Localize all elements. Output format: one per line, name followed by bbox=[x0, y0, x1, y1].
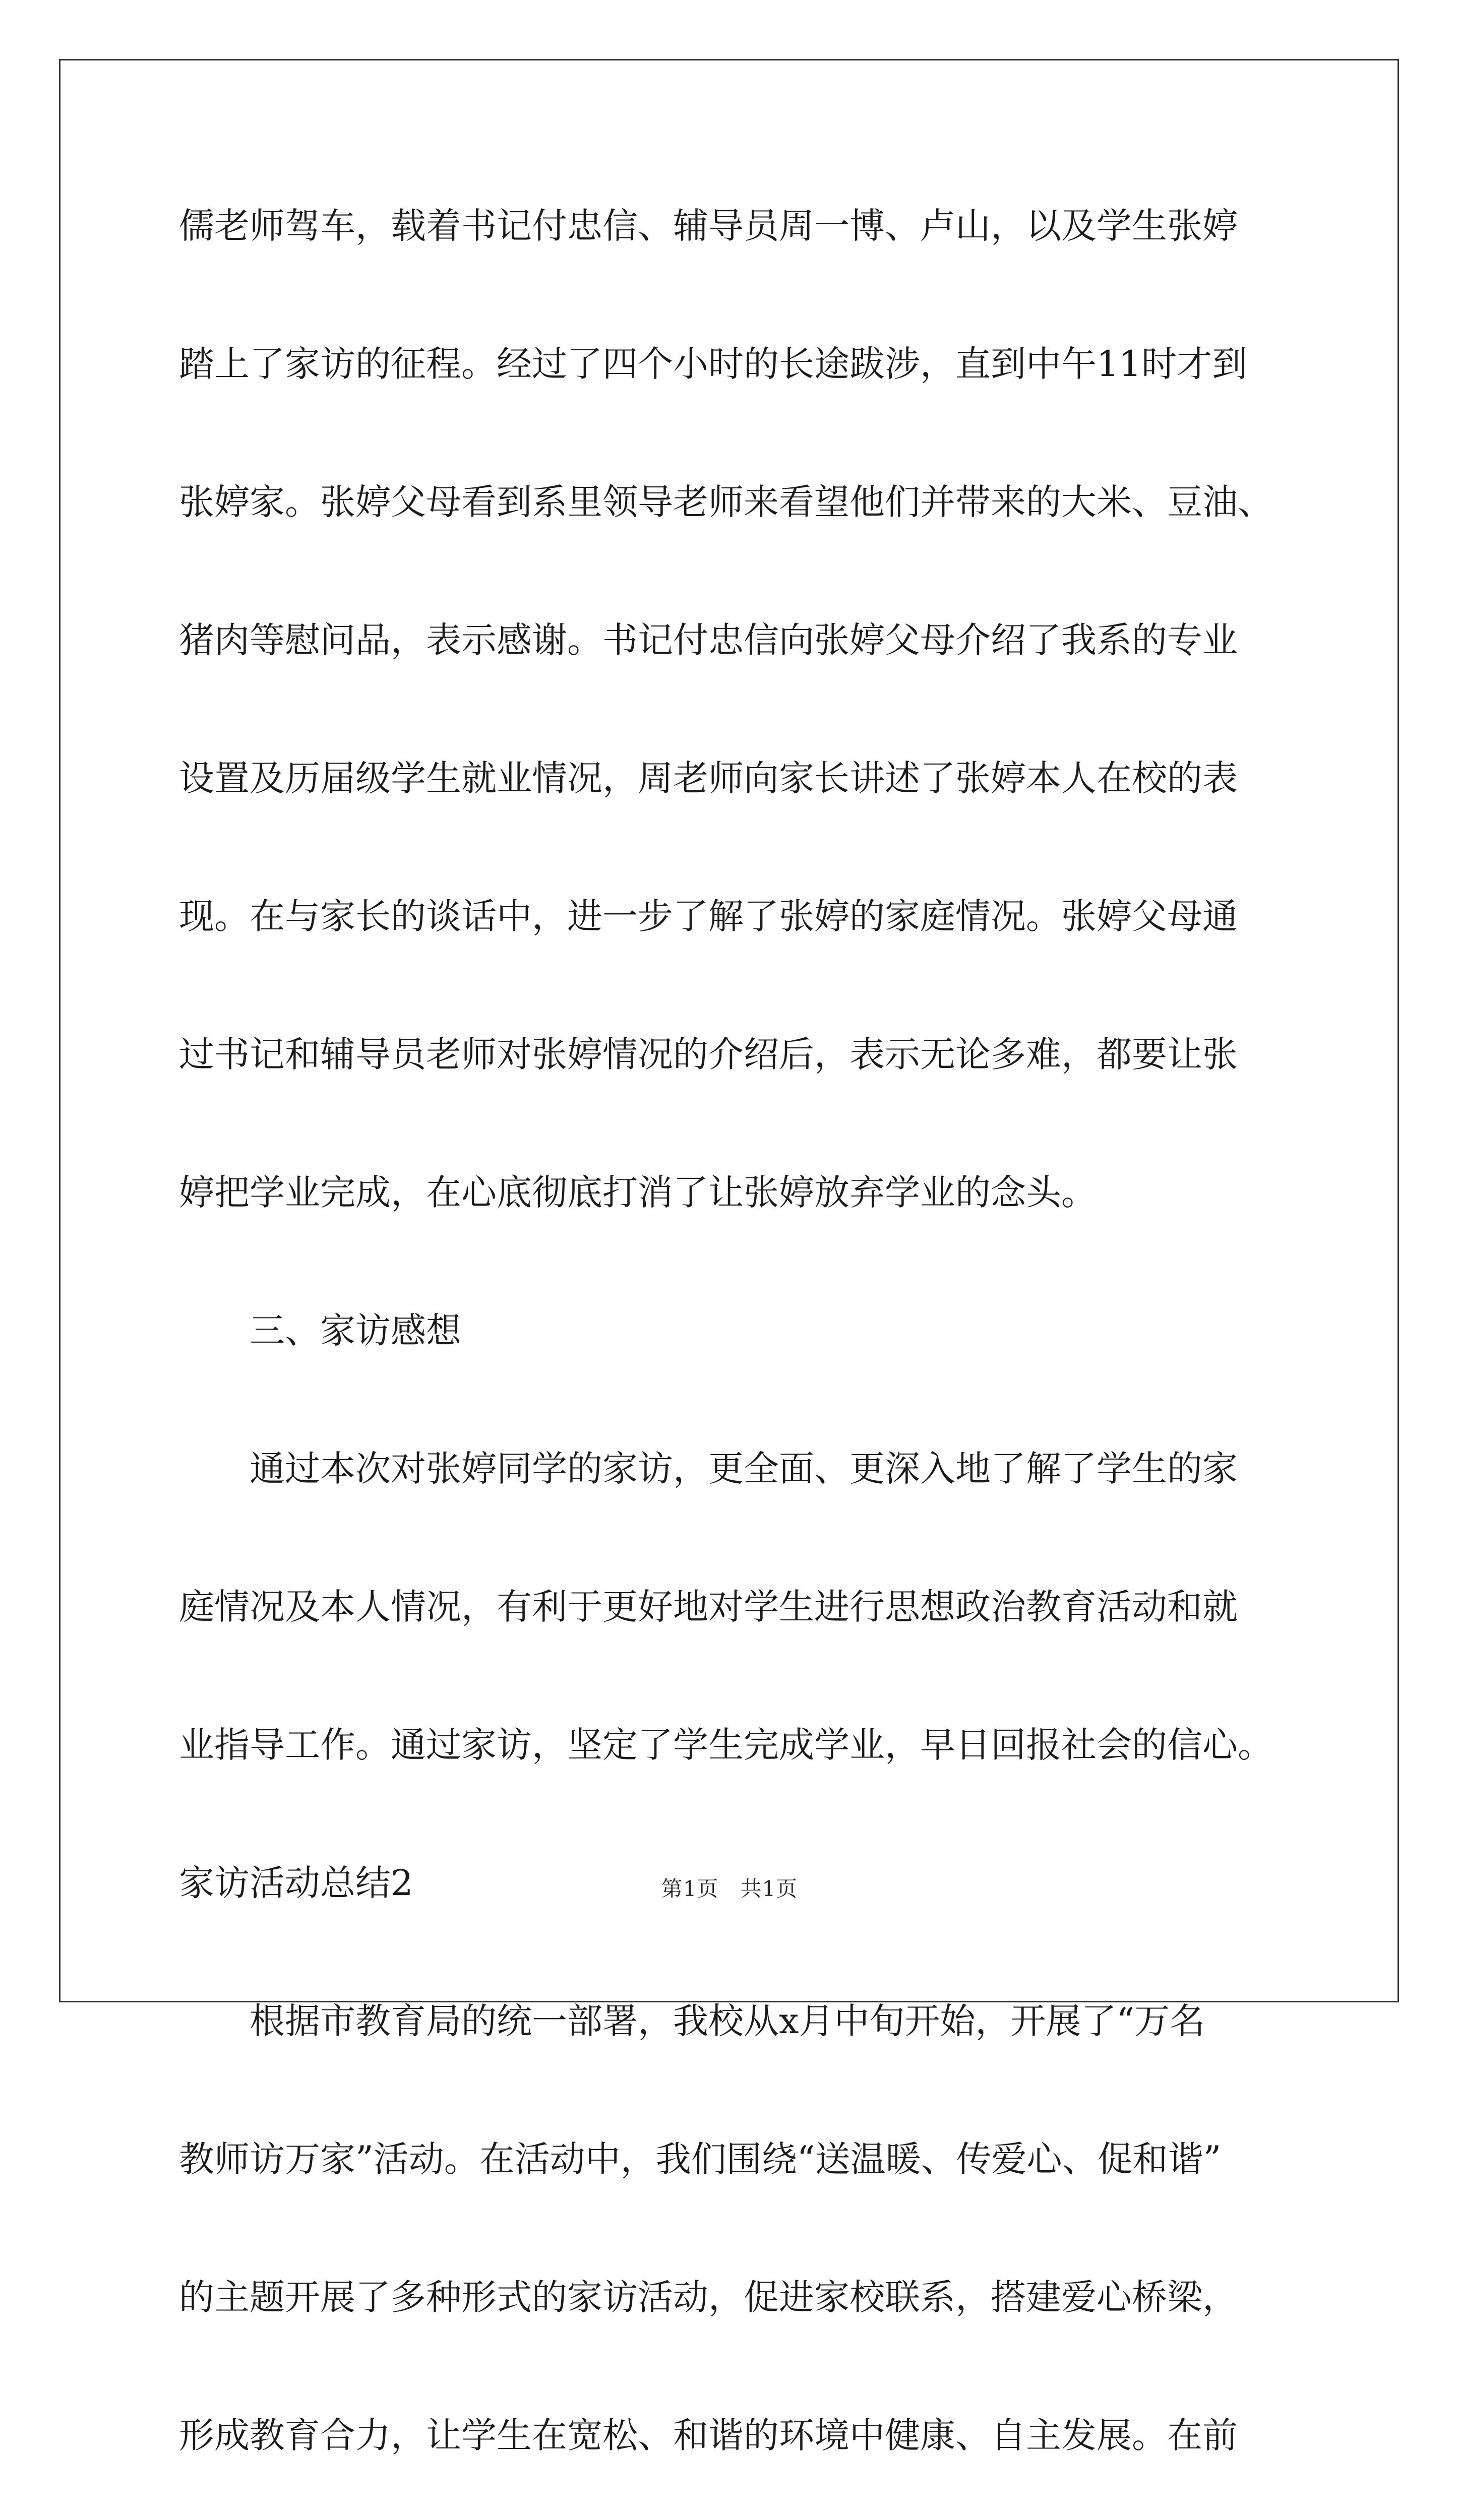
document-body bbox=[179, 180, 1281, 2520]
paragraph-first-line: 根据市教育局的统一部署，我校从x月中旬开始，开展了“万名 bbox=[250, 2000, 1205, 2042]
body-line: 儒老师驾车，载着书记付忠信、辅导员周一博、卢山，以及学生张婷 bbox=[179, 205, 1238, 246]
body-line: 过书记和辅导员老师对张婷情况的介绍后，表示无论多难，都要让张 bbox=[179, 1034, 1238, 1075]
body-line: 设置及历届级学生就业情况，周老师向家长讲述了张婷本人在校的表 bbox=[179, 758, 1238, 799]
body-line: 现。在与家长的谈话中，进一步了解了张婷的家庭情况。张婷父母通 bbox=[179, 896, 1238, 937]
body-line: 形成教育合力，让学生在宽松、和谐的环境中健康、自主发展。在前 bbox=[179, 2415, 1238, 2456]
section-heading: 三、家访感想 bbox=[250, 1310, 461, 1351]
body-line: 猪肉等慰问品，表示感谢。书记付忠信向张婷父母介绍了我系的专业 bbox=[179, 619, 1238, 661]
body-line: 庭情况及本人情况，有利于更好地对学生进行思想政治教育活动和就 bbox=[179, 1586, 1238, 1627]
body-line: 婷把学业完成，在心底彻底打消了让张婷放弃学业的念头。 bbox=[179, 1172, 1097, 1213]
document-title: 家访活动总结2 bbox=[179, 1862, 413, 1904]
body-line: 教师访万家”活动。在活动中，我们围绕“送温暖、传爱心、促和谐” bbox=[179, 2138, 1222, 2180]
body-line: 的主题开展了多种形式的家访活动，促进家校联系，搭建爱心桥梁， bbox=[179, 2277, 1238, 2318]
body-line: 踏上了家访的征程。经过了四个小时的长途跋涉，直到中午11时才到 bbox=[179, 343, 1248, 385]
body-line: 业指导工作。通过家访，坚定了学生完成学业，早日回报社会的信心。 bbox=[179, 1724, 1273, 1766]
page-number: 第1页 共1页 bbox=[661, 1876, 798, 1901]
body-line: 张婷家。张婷父母看到系里领导老师来看望他们并带来的大米、豆油、 bbox=[179, 481, 1273, 523]
paragraph-first-line: 通过本次对张婷同学的家访，更全面、更深入地了解了学生的家 bbox=[250, 1448, 1238, 1489]
